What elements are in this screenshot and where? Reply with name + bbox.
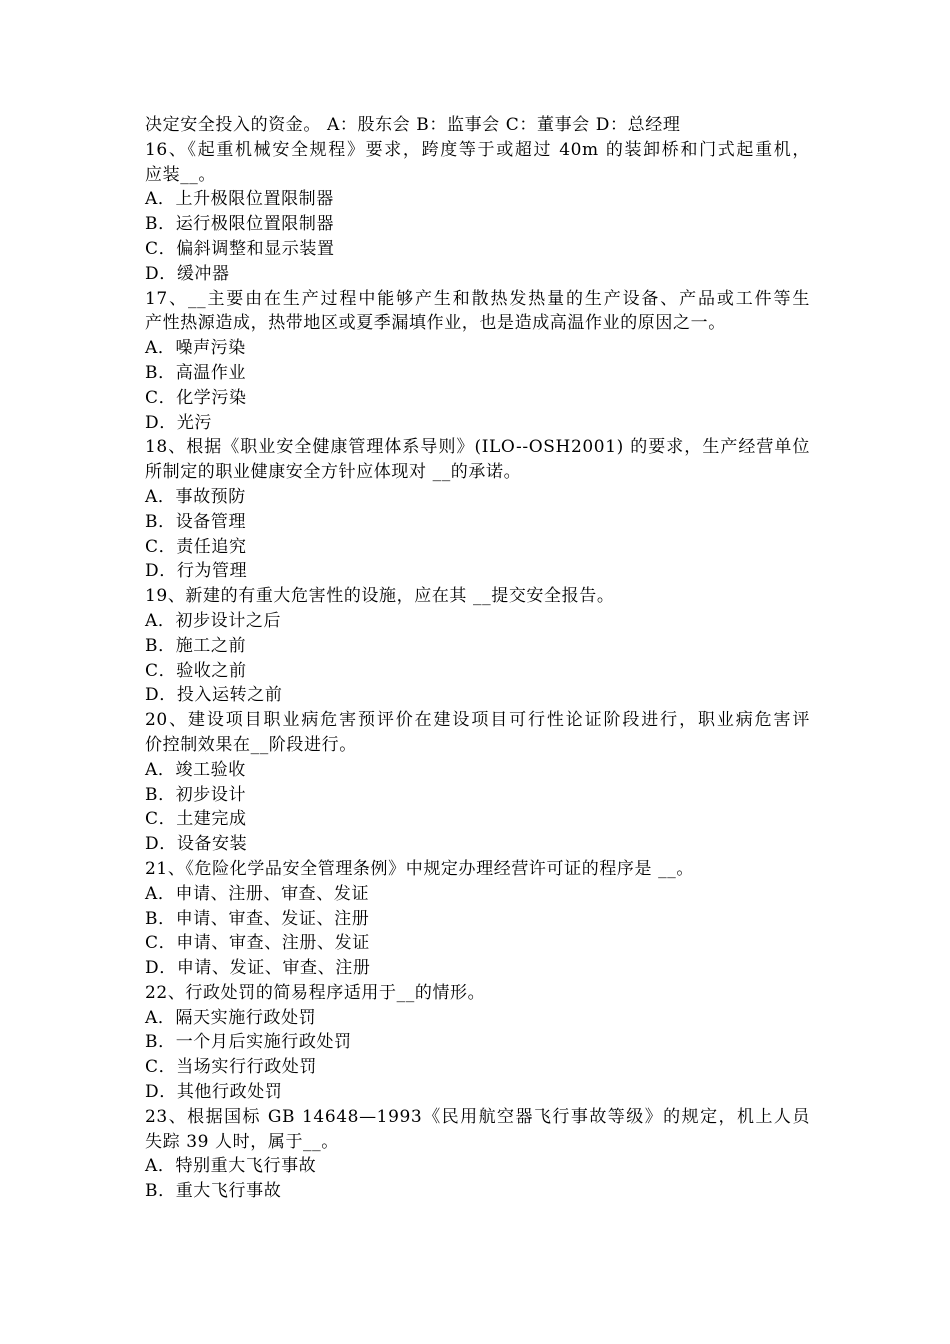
text-line: C．申请、审查、注册、发证 [145, 933, 370, 954]
text-line: C．责任追究 [145, 536, 247, 557]
text-line: 22、行政处罚的简易程序适用于__的情形。 [145, 982, 486, 1003]
text-line: D．投入运转之前 [145, 685, 283, 706]
text-line: B．运行极限位置限制器 [145, 214, 335, 235]
text-line: 产性热源造成，热带地区或夏季漏填作业，也是造成高温作业的原因之一。 [145, 313, 726, 334]
text-line: 21、《危险化学品安全管理条例》中规定办理经营许可证的程序是 __。 [145, 858, 694, 879]
text-line: D．光污 [145, 412, 213, 433]
text-line: 19、新建的有重大危害性的设施，应在其 __提交安全报告。 [145, 586, 615, 607]
text-line: 16、《起重机械安全规程》要求，跨度等于或超过 40m 的装卸桥和门式起重机， [145, 139, 810, 160]
text-line: 17、__主要由在生产过程中能够产生和散热发热量的生产设备、产品或工件等生 [145, 288, 810, 309]
text-line: B．重大飞行事故 [145, 1181, 282, 1202]
text-line: B．设备管理 [145, 511, 247, 532]
text-line: B．申请、审查、发证、注册 [145, 908, 370, 929]
text-line: 决定安全投入的资金。 A：股东会 B：监事会 C：董事会 D：总经理 [145, 115, 681, 135]
text-line: D．行为管理 [145, 561, 248, 582]
text-line: A．申请、注册、审查、发证 [145, 883, 370, 904]
text-line: A．特别重大飞行事故 [145, 1156, 317, 1177]
text-line: C．化学污染 [145, 387, 247, 408]
text-line: C．偏斜调整和显示装置 [145, 238, 335, 259]
text-line: A．竣工验收 [145, 759, 246, 780]
text-line: 应装__。 [145, 164, 216, 185]
text-line: 23、根据国标 GB 14648—1993《民用航空器飞行事故等级》的规定，机上人员 [145, 1106, 810, 1127]
document-body [145, 113, 810, 1204]
text-line: 失踪 39 人时，属于__。 [145, 1131, 339, 1152]
text-line: A．噪声污染 [145, 338, 246, 359]
text-line: B．一个月后实施行政处罚 [145, 1032, 352, 1053]
text-line: C．土建完成 [145, 809, 247, 830]
text-line: 所制定的职业健康安全方针应体现对 __的承诺。 [145, 462, 522, 483]
text-line: B．高温作业 [145, 362, 247, 383]
text-line: A．上升极限位置限制器 [145, 189, 334, 210]
text-line: D．申请、发证、审查、注册 [145, 958, 371, 979]
text-line: B．初步设计 [145, 784, 247, 805]
text-line: D．缓冲器 [145, 263, 230, 284]
text-line: A．隔天实施行政处罚 [145, 1007, 317, 1028]
text-line: A．事故预防 [145, 486, 246, 507]
text-line: C．验收之前 [145, 660, 247, 681]
text-line: D．设备安装 [145, 834, 248, 855]
text-line: B．施工之前 [145, 635, 247, 656]
text-line: A．初步设计之后 [145, 610, 282, 631]
text-line: C．当场实行行政处罚 [145, 1057, 318, 1078]
text-line: D．其他行政处罚 [145, 1082, 283, 1103]
text-line: 18、根据《职业安全健康管理体系导则》(ILO--OSH2001) 的要求，生产经营单位 [145, 437, 810, 458]
text-line: 价控制效果在__阶段进行。 [145, 734, 357, 755]
text-line: 20、建设项目职业病危害预评价在建设项目可行性论证阶段进行，职业病危害评 [145, 710, 810, 731]
